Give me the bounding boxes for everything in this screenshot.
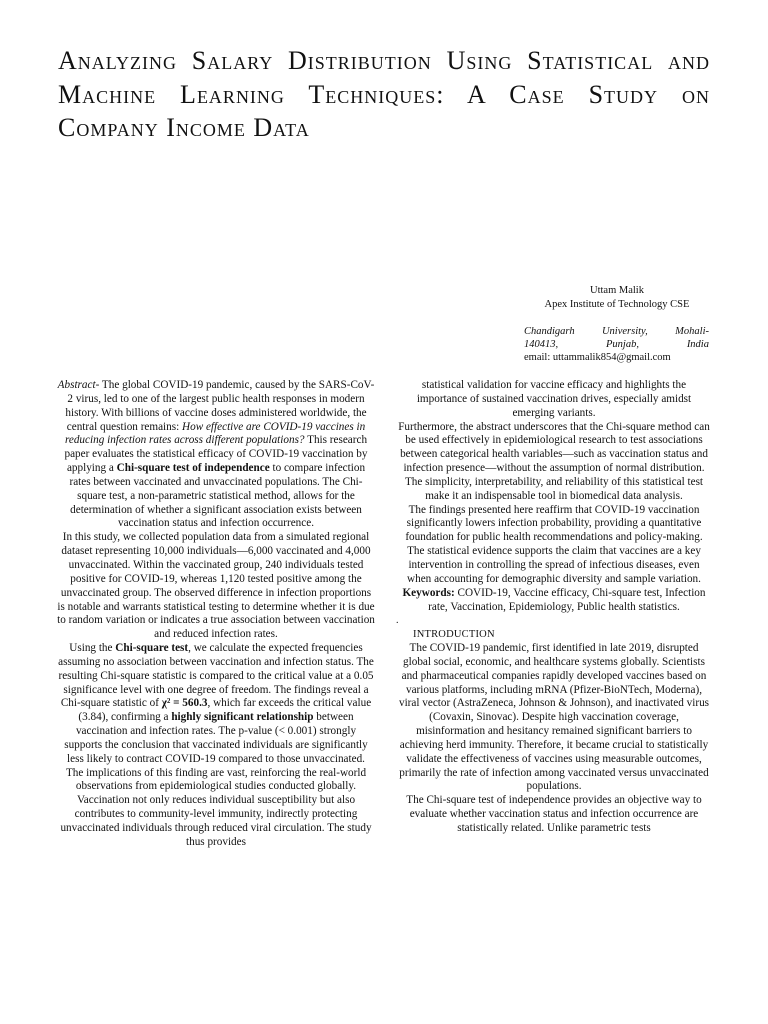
abstract-paragraph-2: In this study, we collected population data from a simulated regional dataset representing 10,000 individuals—6,000 vaccinated and 4,000 unvaccinated. Within the vaccinated group, 240 individuals tested positive for COVID-19, whereas 1,120 tested positive among the unvaccinated group. The observed difference in infection proportions is notable and warrants statistical testing to determine whether it is due to random variation or indicates a true association between vaccination and reduced infection rates. bbox=[57, 531, 375, 641]
introduction-heading: INTRODUCTION bbox=[413, 629, 495, 641]
introduction-paragraph-2: The Chi-square test of independence provides an objective way to evaluate whether vaccination status and infection occurrence are statistically related. Unlike parametric tests bbox=[406, 794, 702, 834]
keywords: Keywords: COVID-19, Vaccine efficacy, Chi-square test, Infection rate, Vaccination, Epidemiology, Public health statistics. bbox=[402, 586, 706, 613]
author-block bbox=[517, 284, 717, 311]
abstract-paragraph-6: The findings presented here reaffirm that COVID-19 vaccination significantly lowers infection probability, providing a quantitative foundation for public health recommendations and policy-making. The statistical evidence supports the claim that vaccines are a key intervention in controlling the spread of infectious diseases, even when accounting for demographic diversity and sample variation. bbox=[405, 503, 703, 585]
keywords-label: Keywords: bbox=[402, 586, 455, 599]
introduction-paragraph-1: The COVID-19 pandemic, first identified in late 2019, disrupted global social, economic, and healthcare systems globally. Scientists and pharmaceutical companies rapidly developed vaccines based on various platforms, including mRNA (Pfizer-BioNTech, Moderna), viral vector (AstraZeneca, Johnson & Johnson), and inactivated virus (Covaxin, Sinovac). Despite high vaccination coverage, misinformation and hesitancy remained significant barriers to achieving herd immunity. Therefore, it became crucial to statistically validate the effectiveness of vaccines using measurable outcomes, primarily the rate of infection among vaccinated versus unvaccinated populations. bbox=[398, 642, 710, 793]
author-affiliation bbox=[524, 325, 709, 364]
abstract-paragraph-1: Abstract- The global COVID-19 pandemic, caused by the SARS-CoV-2 virus, led to one of the largest public health responses in modern history. With billions of vaccine doses administered worldwide, the central question remains: How effective are COVID-19 vaccines in reducing infection rates across different populations? This research paper evaluates the statistical efficacy of COVID-19 vaccination by applying a Chi-square test of independence to compare infection rates between vaccinated and unvaccinated populations. The Chi-square test, a non-parametric statistical method, allows for the determination of whether a significant association exists between vaccination status and infection occurrence. bbox=[57, 379, 375, 530]
chi-square-value: χ² = 560.3 bbox=[161, 697, 208, 710]
author-location-line1: Chandigarh University, Mohali- bbox=[524, 326, 709, 337]
abstract-paragraph-4: The implications of this finding are vast, reinforcing the real-world observations from epidemiological studies conducted globally. Vaccination not only reduces individual susceptibility but also contributes to community-level immunity, indirectly protecting unvaccinated individuals through reduced viral circulation. The study thus provides bbox=[60, 766, 372, 848]
author-email: email: uttammalik854@gmail.com bbox=[524, 352, 671, 363]
research-question: How effective are COVID-19 vaccines in reducing infection rates across different populations? bbox=[64, 420, 366, 447]
stray-dot: . bbox=[396, 615, 399, 627]
author-name: Uttam Malik bbox=[590, 285, 644, 296]
abstract-paragraph-4-continued: statistical validation for vaccine efficacy and highlights the importance of sustained vaccination drives, especially amidst emerging variants. bbox=[416, 379, 692, 419]
abstract-paragraph-5: Furthermore, the abstract underscores that the Chi-square method can be used effectively in epidemiological research to test associations between categorical health variables—such as vaccination status and infection presence—without the assumption of normal distribution. The simplicity, interpretability, and reliability of this statistical test make it an indispensable tool in biomedical data analysis. bbox=[398, 420, 710, 502]
paper-title: Analyzing Salary Distribution Using Statistical and Machine Learning Techniques: A Case Study on Company Income Data bbox=[58, 46, 710, 142]
abstract-paragraph-3: Using the Chi-square test, we calculate the expected frequencies assuming no association between vaccination and infection status. The resulting Chi-square statistic is compared to the critical value at a 0.05 significance level with one degree of freedom. The findings reveal a Chi-square statistic of χ² = 560.3, which far exceeds the critical value (3.84), confirming a highly significant relationship between vaccination and infection rates. The p-value (< 0.001) strongly supports the conclusion that vaccinated individuals are significantly less likely to contract COVID-19 compared to those unvaccinated. bbox=[58, 642, 374, 765]
left-column bbox=[57, 379, 375, 850]
author-location-line2: 140413, Punjab, India bbox=[524, 339, 709, 350]
author-institute: Apex Institute of Technology CSE bbox=[544, 298, 690, 310]
abstract-label: Abstract- bbox=[57, 379, 100, 391]
right-column bbox=[396, 379, 712, 836]
